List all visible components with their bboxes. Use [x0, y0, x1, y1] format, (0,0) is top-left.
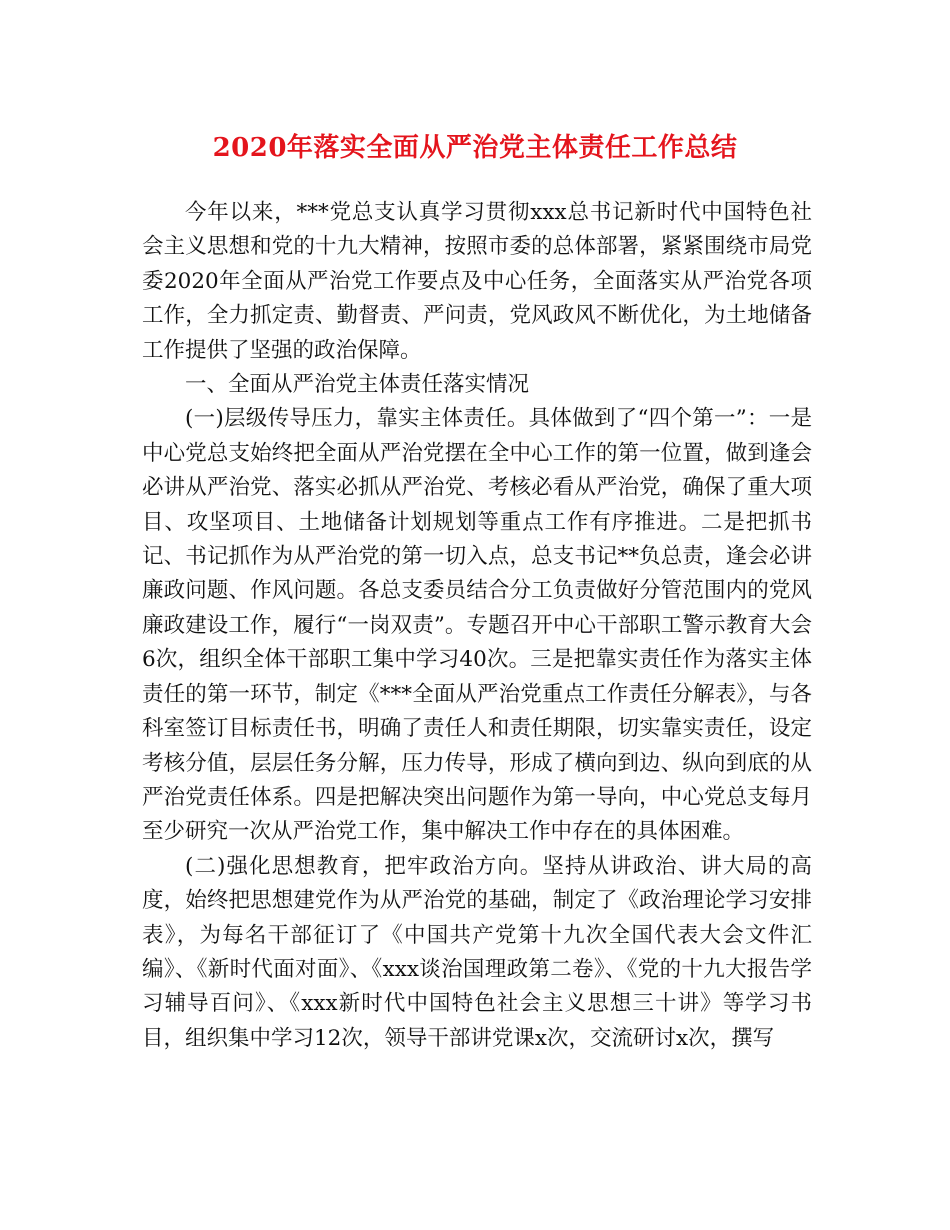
document-body [142, 196, 812, 1056]
document-title: 2020年落实全面从严治党主体责任工作总结 [212, 133, 738, 163]
intro-paragraph: 今年以来，***党总支认真学习贯彻xxx总书记新时代中国特色社会主义思想和党的十九大精神，按照市委的总体部署，紧紧围绕市局党委2020年全面从严治党工作要点及中心任务，全面落实从严治党各项工作，全力抓定责、勤督责、严问责，党风政风不断优化，为土地储备工作提供了坚强的政治保障。 [142, 200, 812, 363]
body-paragraph: (一)层级传导压力，靠实主体责任。具体做到了“四个第一”：一是中心党总支始终把全面从严治党摆在全中心工作的第一位置，做到逢会必讲从严治党、落实必抓从严治党、考核必看从严治党，确保了重大项目、攻坚项目、土地储备计划规划等重点工作有序推进。二是把抓书记、书记抓作为从严治党的第一切入点，总支书记**负总责，逢会必讲廉政问题、作风问题。各总支委员结合分工负责做好分管范围内的党风廉政建设工作，履行“一岗双责”。专题召开中心干部职工警示教育大会6次，组织全体干部职工集中学习40次。三是把靠实责任作为落实主体责任的第一环节，制定《***全面从严治党重点工作责任分解表》，与各科室签订目标责任书，明确了责任人和责任期限，切实靠实责任，设定考核分值，层层任务分解，压力传导，形成了横向到边、纵向到底的从严治党责任体系。四是把解决突出问题作为第一导向，中心党总支每月至少研究一次从严治党工作，集中解决工作中存在的具体困难。 [142, 406, 812, 845]
section-heading: 一、全面从严治党主体责任落实情况 [185, 372, 530, 398]
body-paragraph: (二)强化思想教育，把牢政治方向。坚持从讲政治、讲大局的高度，始终把思想建党作为从严治党的基础，制定了《政治理论学习安排表》，为每名干部征订了《中国共产党第十九次全国代表大会文件汇编》、《新时代面对面》、《xxx谈治国理政第二卷》、《党的十九大报告学习辅导百问》、《xxx新时代中国特色社会主义思想三十讲》等学习书目，组织集中学习12次，领导干部讲党课x次，交流研讨x次，撰写 [142, 853, 812, 1051]
